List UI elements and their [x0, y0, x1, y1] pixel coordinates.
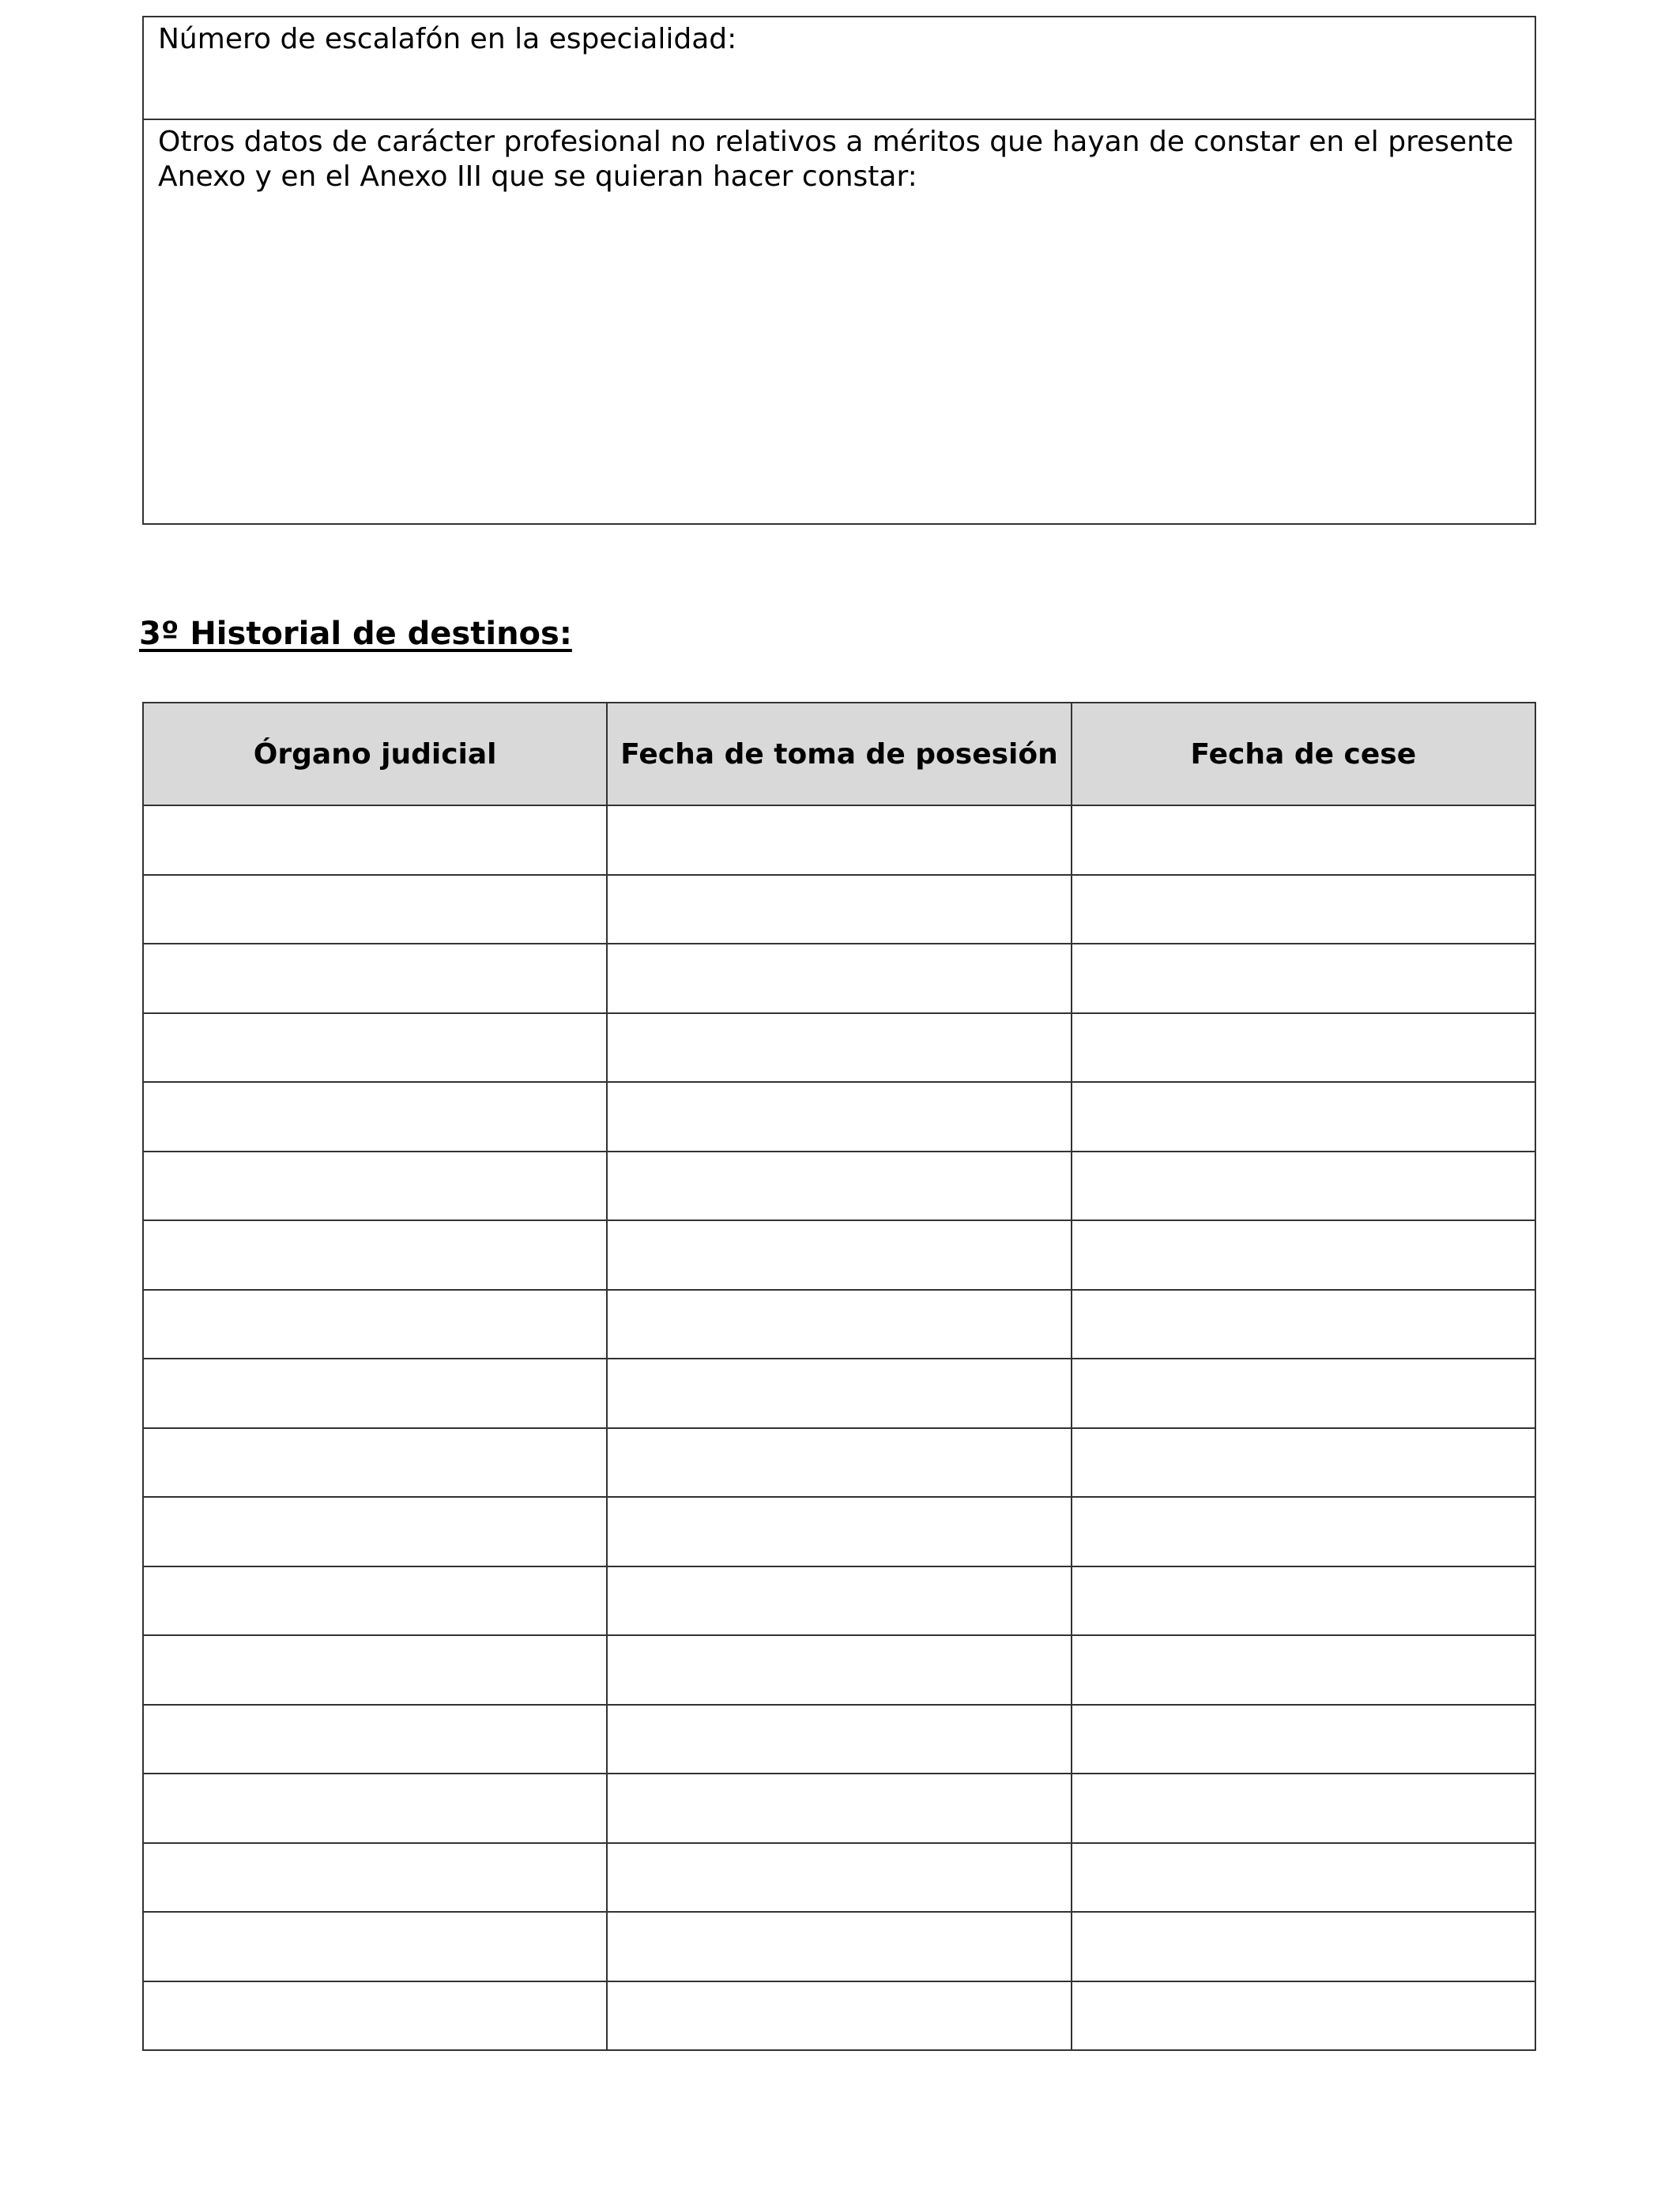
organo-judicial-cell[interactable] [143, 1082, 607, 1152]
organo-judicial-cell[interactable] [143, 1912, 607, 1981]
organo-judicial-cell[interactable] [143, 1152, 607, 1221]
fecha-toma-posesion-cell[interactable] [607, 1566, 1071, 1636]
fecha-toma-posesion-cell[interactable] [607, 944, 1071, 1013]
table-row [143, 1843, 1535, 1913]
fecha-toma-posesion-cell[interactable] [607, 1981, 1071, 2051]
table-row [143, 1981, 1535, 2051]
fecha-toma-posesion-cell[interactable] [607, 805, 1071, 875]
organo-judicial-cell[interactable] [143, 875, 607, 944]
destinations-table [142, 702, 1536, 2051]
organo-judicial-cell[interactable] [143, 1981, 607, 2051]
fecha-cese-cell[interactable] [1072, 1359, 1535, 1428]
table-row [143, 1912, 1535, 1981]
organo-judicial-cell[interactable] [143, 1774, 607, 1843]
table-row [143, 1497, 1535, 1566]
fecha-toma-posesion-cell[interactable] [607, 1497, 1071, 1566]
fecha-toma-posesion-cell[interactable] [607, 1635, 1071, 1705]
organo-judicial-cell[interactable] [143, 1359, 607, 1428]
fecha-cese-cell[interactable] [1072, 1290, 1535, 1359]
fecha-toma-posesion-cell[interactable] [607, 875, 1071, 944]
organo-judicial-cell[interactable] [143, 805, 607, 875]
fecha-cese-cell[interactable] [1072, 1428, 1535, 1498]
table-row [143, 805, 1535, 875]
fecha-toma-posesion-cell[interactable] [607, 1013, 1071, 1083]
fecha-cese-cell[interactable] [1072, 1152, 1535, 1221]
section-title: 3º Historial de destinos: [139, 616, 572, 652]
table-row [143, 1290, 1535, 1359]
escalafon-field[interactable] [144, 17, 1535, 120]
header-fecha-cese: Fecha de cese [1072, 703, 1535, 805]
escalafon-label: Número de escalafón en la especialidad: [158, 23, 737, 55]
table-row [143, 1774, 1535, 1843]
table-row [143, 1705, 1535, 1774]
fecha-cese-cell[interactable] [1072, 1013, 1535, 1083]
table-row [143, 1359, 1535, 1428]
otros-datos-field[interactable] [144, 120, 1535, 525]
fecha-cese-cell[interactable] [1072, 1566, 1535, 1636]
fecha-toma-posesion-cell[interactable] [607, 1843, 1071, 1913]
table-row [143, 1566, 1535, 1636]
organo-judicial-cell[interactable] [143, 1013, 607, 1083]
fecha-cese-cell[interactable] [1072, 1635, 1535, 1705]
organo-judicial-cell[interactable] [143, 1428, 607, 1498]
fecha-toma-posesion-cell[interactable] [607, 1428, 1071, 1498]
organo-judicial-cell[interactable] [143, 1566, 607, 1636]
fecha-cese-cell[interactable] [1072, 1082, 1535, 1152]
fecha-cese-cell[interactable] [1072, 805, 1535, 875]
fecha-cese-cell[interactable] [1072, 1981, 1535, 2051]
table-row [143, 1013, 1535, 1083]
organo-judicial-cell[interactable] [143, 1843, 607, 1913]
table-body [143, 805, 1535, 2050]
organo-judicial-cell[interactable] [143, 1220, 607, 1290]
fecha-cese-cell[interactable] [1072, 1774, 1535, 1843]
otros-datos-label: Otros datos de carácter profesional no relativos a méritos que hayan de constar en el presente Anexo y en el Anexo III que se quieran hacer constar: [158, 126, 1514, 193]
fecha-toma-posesion-cell[interactable] [607, 1290, 1071, 1359]
fecha-toma-posesion-cell[interactable] [607, 1774, 1071, 1843]
fecha-toma-posesion-cell[interactable] [607, 1082, 1071, 1152]
fecha-cese-cell[interactable] [1072, 1912, 1535, 1981]
table-row [143, 944, 1535, 1013]
fecha-toma-posesion-cell[interactable] [607, 1359, 1071, 1428]
fecha-cese-cell[interactable] [1072, 1220, 1535, 1290]
fecha-toma-posesion-cell[interactable] [607, 1152, 1071, 1221]
fecha-cese-cell[interactable] [1072, 944, 1535, 1013]
table-header-row [143, 703, 1535, 805]
organo-judicial-cell[interactable] [143, 1290, 607, 1359]
header-organo-judicial: Órgano judicial [143, 703, 607, 805]
organo-judicial-cell[interactable] [143, 1497, 607, 1566]
table-row [143, 1082, 1535, 1152]
header-fecha-toma-posesion: Fecha de toma de posesión [607, 703, 1071, 805]
table-row [143, 1428, 1535, 1498]
fecha-cese-cell[interactable] [1072, 1843, 1535, 1913]
fecha-cese-cell[interactable] [1072, 875, 1535, 944]
table-row [143, 1152, 1535, 1221]
table-row [143, 1220, 1535, 1290]
fecha-toma-posesion-cell[interactable] [607, 1220, 1071, 1290]
fecha-cese-cell[interactable] [1072, 1705, 1535, 1774]
fecha-toma-posesion-cell[interactable] [607, 1912, 1071, 1981]
table-row [143, 875, 1535, 944]
organo-judicial-cell[interactable] [143, 944, 607, 1013]
table-row [143, 1635, 1535, 1705]
organo-judicial-cell[interactable] [143, 1635, 607, 1705]
fecha-toma-posesion-cell[interactable] [607, 1705, 1071, 1774]
fecha-cese-cell[interactable] [1072, 1497, 1535, 1566]
professional-info-box [142, 16, 1536, 525]
organo-judicial-cell[interactable] [143, 1705, 607, 1774]
